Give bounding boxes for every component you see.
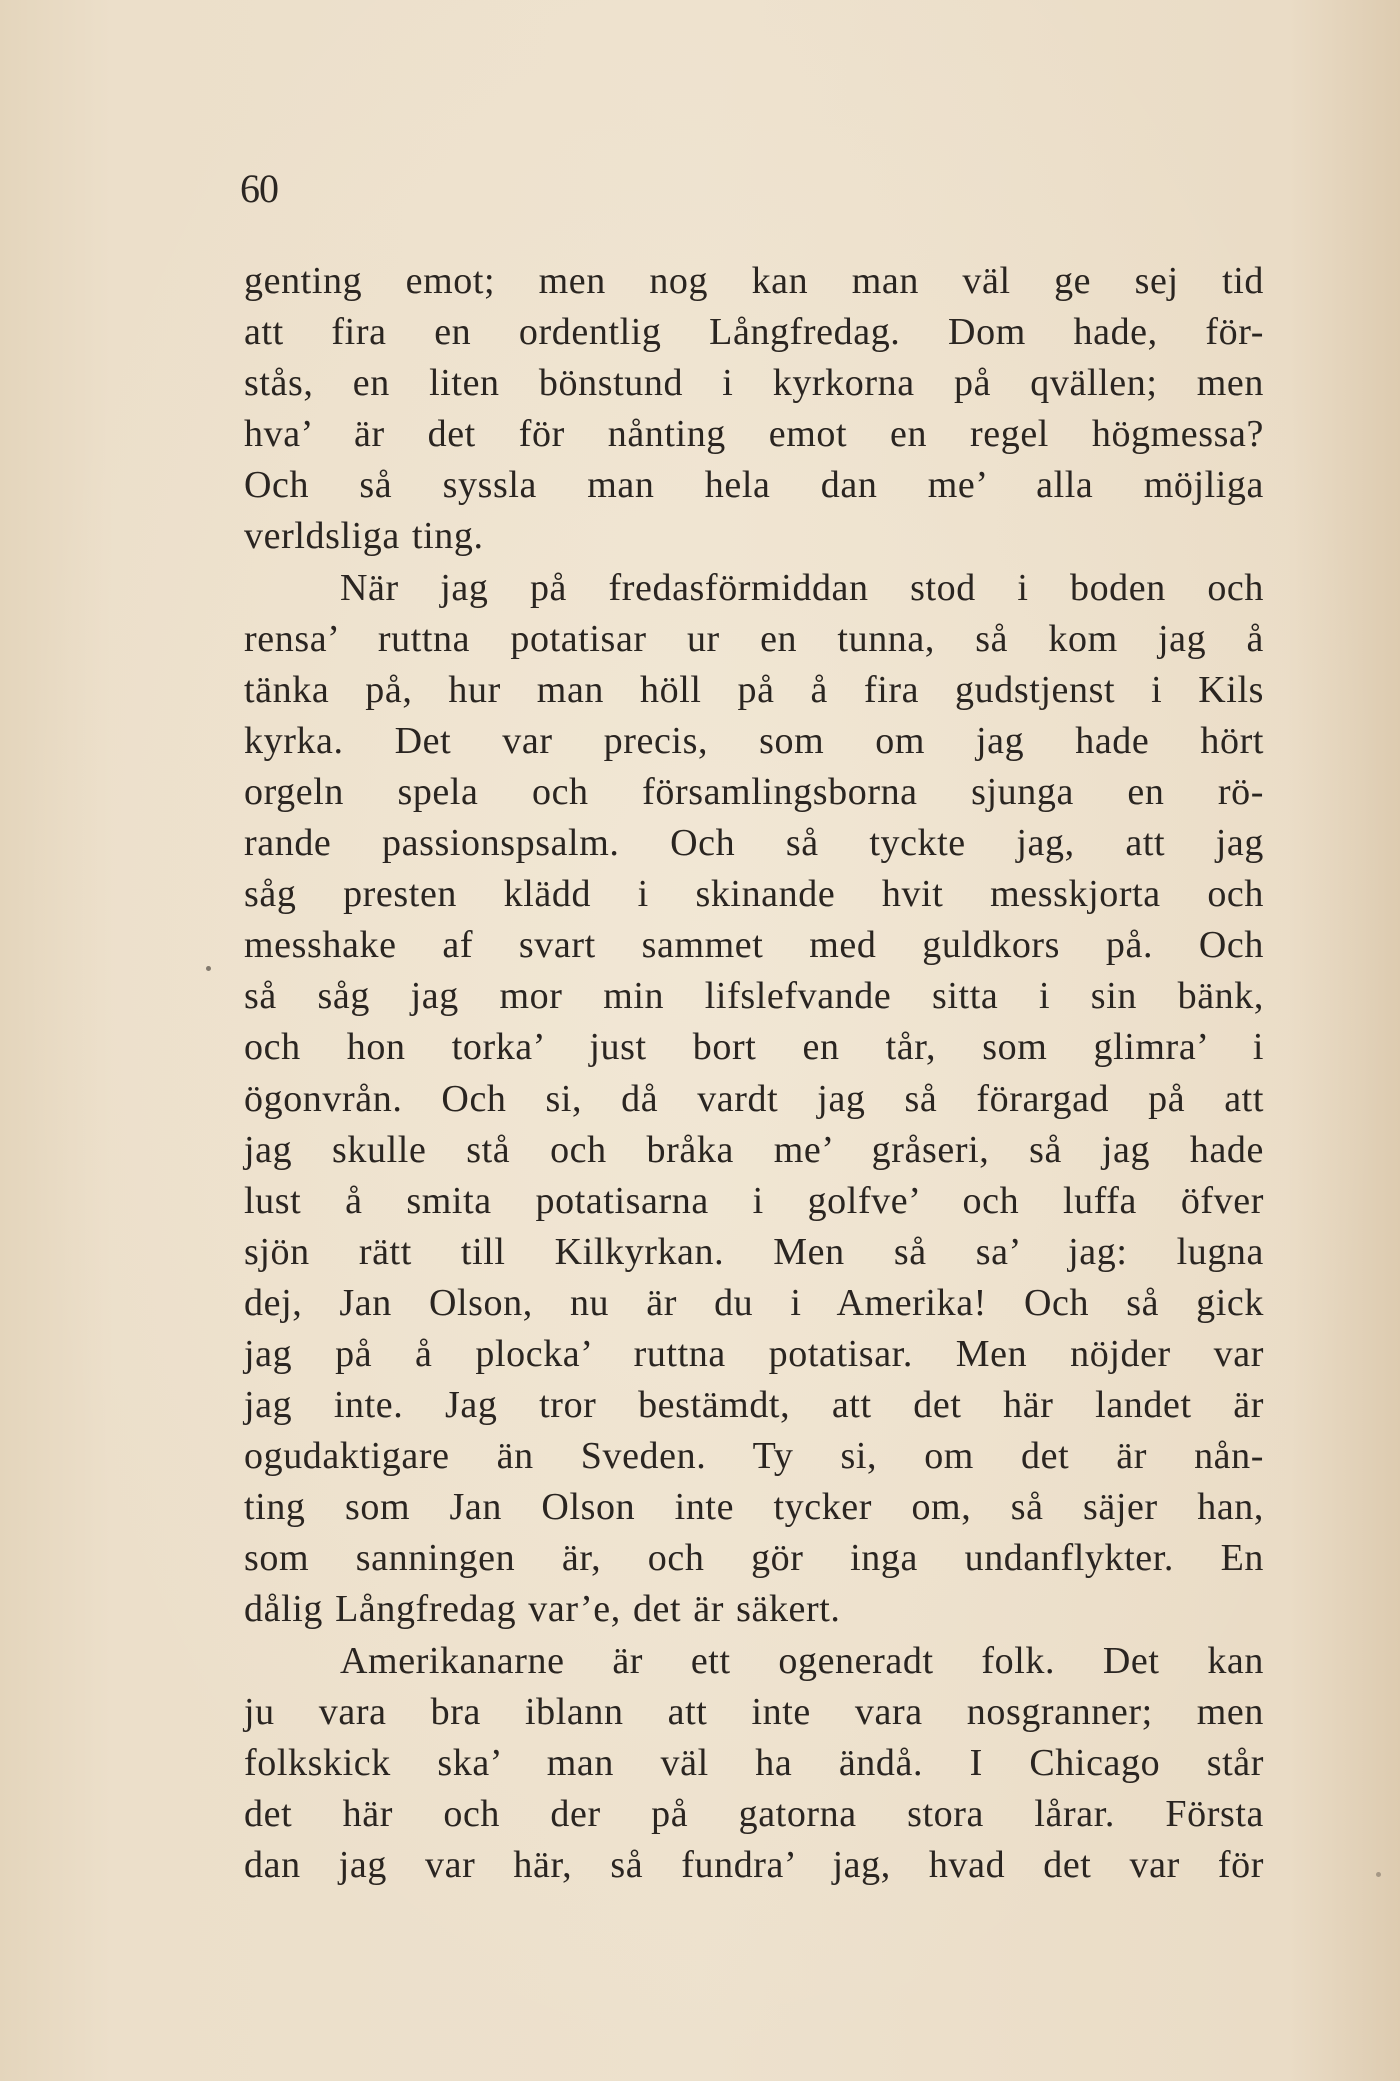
text-line: Amerikanarne är ett ogeneradt folk. Det kan — [340, 1639, 1264, 1682]
text-line: som sanningen är, och gör inga undanflykter. En — [244, 1537, 1264, 1580]
text-line: dej, Jan Olson, nu är du i Amerika! Och så gick — [244, 1281, 1264, 1324]
text-line: orgeln spela och församlingsborna sjunga en rö- — [244, 770, 1264, 813]
text-line: sjön rätt till Kilkyrkan. Men så sa’ jag: lugna — [244, 1230, 1264, 1273]
text-line: rensa’ ruttna potatisar ur en tunna, så kom jag å — [244, 617, 1264, 660]
text-line: lust å smita potatisarna i golfve’ och luffa öfver — [244, 1179, 1264, 1222]
paper-speck — [1376, 1872, 1381, 1877]
text-line: jag skulle stå och bråka me’ gråseri, så jag hade — [244, 1128, 1264, 1171]
text-line: ögonvrån. Och si, då vardt jag så förargad på att — [244, 1077, 1264, 1120]
text-line: hva’ är det för nånting emot en regel högmessa? — [244, 413, 1264, 456]
text-line: ogudaktigare än Sveden. Ty si, om det är nån- — [244, 1435, 1264, 1478]
text-line: det här och der på gatorna stora lårar. Första — [244, 1792, 1264, 1835]
text-line: och hon torka’ just bort en tår, som glimra’ i — [244, 1026, 1264, 1069]
text-line: jag på å plocka’ ruttna potatisar. Men nöjder var — [244, 1332, 1264, 1375]
text-line: att fira en ordentlig Långfredag. Dom hade, för- — [244, 311, 1264, 354]
paper-speck — [206, 966, 211, 971]
text-line: jag inte. Jag tror bestämdt, att det här landet är — [244, 1384, 1264, 1427]
text-line: genting emot; men nog kan man väl ge sej tid — [244, 260, 1264, 302]
text-line: verldsliga ting. — [244, 515, 484, 558]
text-line: rande passionspsalm. Och så tyckte jag, att jag — [244, 822, 1264, 865]
text-line: messhake af svart sammet med guldkors på. Och — [244, 924, 1264, 967]
body-text — [244, 256, 1264, 1891]
text-line: såg presten klädd i skinande hvit messkjorta och — [244, 873, 1264, 916]
text-line: folkskick ska’ man väl ha ändå. I Chicago står — [244, 1741, 1264, 1784]
text-line: Och så syssla man hela dan me’ alla möjliga — [244, 464, 1264, 507]
text-line: dålig Långfredag var’e, det är säkert. — [244, 1588, 841, 1631]
text-line: dan jag var här, så fundra’ jag, hvad det var för — [244, 1843, 1264, 1886]
page-number: 60 — [240, 166, 278, 211]
text-line: så såg jag mor min lifslefvande sitta i sin bänk, — [244, 975, 1264, 1018]
text-line: kyrka. Det var precis, som om jag hade hört — [244, 719, 1264, 762]
text-line: tänka på, hur man höll på å fira gudstjenst i Kils — [244, 668, 1264, 711]
text-line: ju vara bra iblann att inte vara nosgranner; men — [244, 1690, 1264, 1733]
text-line: När jag på fredasförmiddan stod i boden och — [340, 566, 1264, 609]
text-line: ting som Jan Olson inte tycker om, så säjer han, — [244, 1486, 1264, 1529]
text-line: stås, en liten bönstund i kyrkorna på qvällen; men — [244, 362, 1264, 405]
